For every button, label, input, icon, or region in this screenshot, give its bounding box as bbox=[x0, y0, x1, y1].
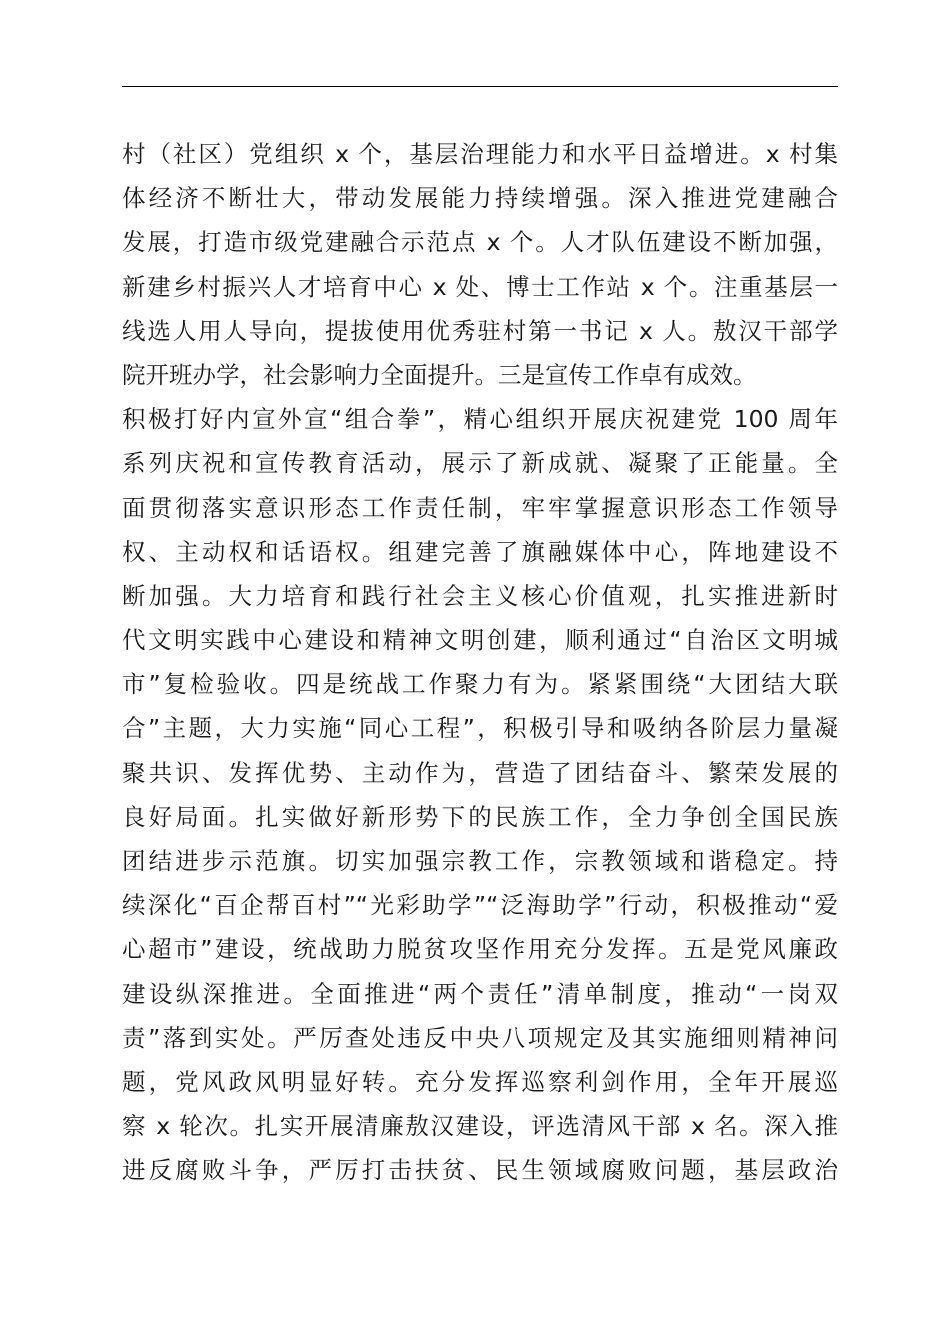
text-line: 系列庆祝和宣传教育活动，展示了新成就、凝聚了正能量。全 bbox=[122, 449, 838, 478]
text-line: 村（社区）党组织 x 个，基层治理能力和水平日益增进。x 村集 bbox=[122, 140, 838, 168]
text-line: 断加强。大力培育和践行社会主义核心价值观，扎实推进新时 bbox=[122, 581, 838, 610]
text-line: 面贯彻落实意识形态工作责任制，牢牢掌握意识形态工作领导 bbox=[122, 493, 838, 522]
body-text bbox=[122, 132, 838, 1193]
text-line: 市”复检验收。四是统战工作聚力有为。紧紧围绕“大团结大联 bbox=[122, 670, 838, 699]
text-line: 续深化“百企帮百村”“光彩助学”“泛海助学”行动，积极推动“爱 bbox=[122, 891, 838, 920]
text-line: 建设纵深推进。全面推进“两个责任”清单制度，推动“一岗双 bbox=[122, 979, 838, 1008]
header-rule bbox=[122, 86, 838, 87]
text-line: 责”落到实处。严厉查处违反中央八项规定及其实施细则精神问 bbox=[122, 1023, 838, 1052]
text-line: 心超市”建设，统战助力脱贫攻坚作用充分发挥。五是党风廉政 bbox=[122, 935, 838, 964]
text-line: 题，党风政风明显好转。充分发挥巡察利剑作用，全年开展巡 bbox=[122, 1067, 838, 1096]
text-line: 体经济不断壮大，带动发展能力持续增强。深入推进党建融合 bbox=[122, 184, 838, 213]
text-line: 代文明实践中心建设和精神文明创建，顺利通过“自治区文明城 bbox=[122, 626, 838, 655]
text-line: 聚共识、发挥优势、主动作为，营造了团结奋斗、繁荣发展的 bbox=[122, 758, 838, 787]
text-line: 线选人用人导向，提拔使用优秀驻村第一书记 x 人。敖汉干部学 bbox=[122, 316, 838, 345]
text-line: 院开班办学，社会影响力全面提升。三是宣传工作卓有成效。 bbox=[122, 360, 757, 389]
text-line: 新建乡村振兴人才培育中心 x 处、博士工作站 x 个。注重基层一 bbox=[122, 272, 838, 301]
text-line: 进反腐败斗争，严厉打击扶贫、民生领域腐败问题，基层政治 bbox=[122, 1156, 838, 1185]
text-line: 良好局面。扎实做好新形势下的民族工作，全力争创全国民族 bbox=[122, 802, 838, 831]
text-line: 发展，打造市级党建融合示范点 x 个。人才队伍建设不断加强， bbox=[122, 228, 838, 257]
text-line: 察 x 轮次。扎实开展清廉敖汉建设，评选清风干部 x 名。深入推 bbox=[122, 1112, 838, 1141]
text-line: 权、主动权和话语权。组建完善了旗融媒体中心，阵地建设不 bbox=[122, 537, 838, 566]
text-line: 团结进步示范旗。切实加强宗教工作，宗教领域和谐稳定。持 bbox=[122, 847, 838, 875]
text-line: 合”主题，大力实施“同心工程”，积极引导和吸纳各阶层力量凝 bbox=[122, 714, 838, 743]
text-line: 积极打好内宣外宣“组合拳”，精心组织开展庆祝建党 100 周年 bbox=[122, 405, 838, 434]
